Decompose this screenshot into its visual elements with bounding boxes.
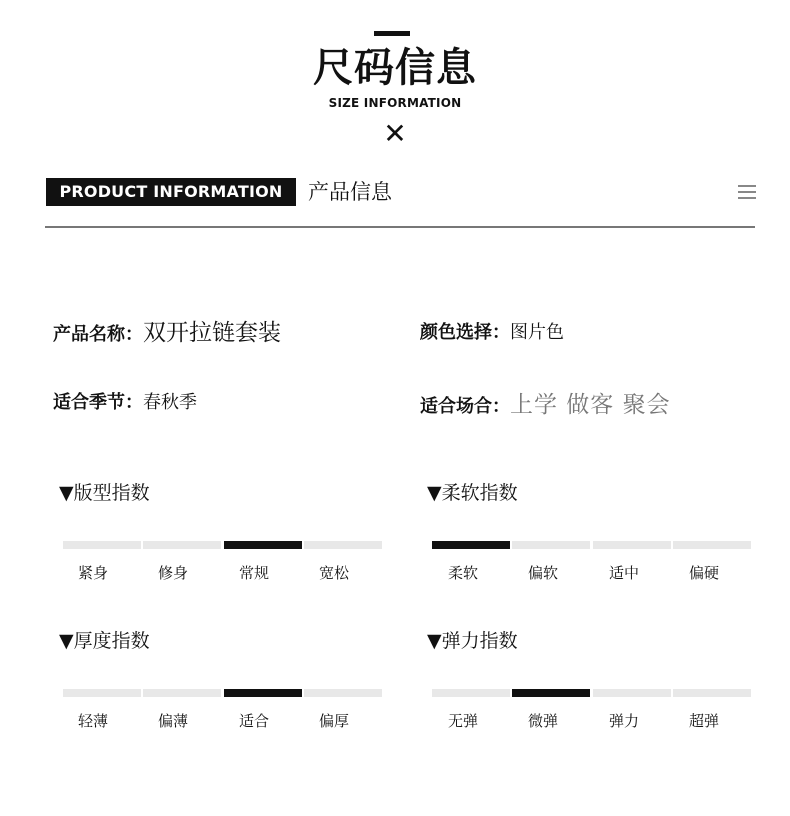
index-thickness-option: 轻薄 (77, 712, 108, 730)
index-fit-bar (63, 541, 141, 549)
field-product-name (53, 319, 281, 349)
field-occasion (420, 391, 671, 421)
page-subtitle: SIZE INFORMATION (328, 96, 462, 110)
index-fit-title: ▼版型指数 (59, 482, 150, 504)
field-occasion-value: 上学 做客 聚会 (510, 392, 671, 418)
index-thickness-bar (143, 689, 221, 697)
index-softness-option: 适中 (608, 564, 639, 582)
index-softness-option: 偏硬 (688, 564, 719, 582)
index-elasticity-bar (673, 689, 751, 697)
field-color-choice-value: 图片色 (510, 322, 564, 343)
index-elasticity-bar (512, 689, 590, 697)
section-divider (45, 226, 755, 228)
field-occasion-key: 适合场合： (420, 396, 510, 417)
index-thickness-option: 偏薄 (157, 712, 188, 730)
field-season (53, 389, 197, 417)
index-thickness-bars (63, 689, 383, 697)
field-color-choice-key: 颜色选择： (420, 322, 510, 343)
index-thickness-labels (54, 711, 374, 731)
cross-icon: ✕ (383, 117, 407, 150)
index-elasticity-option: 弹力 (608, 712, 639, 730)
index-thickness-bar (63, 689, 141, 697)
index-softness-labels (424, 563, 744, 583)
index-elasticity-bar (593, 689, 671, 697)
field-product-name-value: 双开拉链套装 (143, 320, 281, 346)
field-season-value: 春秋季 (143, 392, 197, 413)
field-season-key: 适合季节： (53, 392, 143, 413)
index-softness-bars (432, 541, 752, 549)
field-color-choice (420, 319, 564, 347)
index-softness-bar (432, 541, 510, 549)
index-elasticity-bar (432, 689, 510, 697)
index-elasticity-bars (432, 689, 752, 697)
index-elasticity-title: ▼弹力指数 (427, 630, 518, 652)
section-label-cn: 产品信息 (308, 180, 392, 204)
index-softness-option: 偏软 (527, 564, 558, 582)
index-elasticity-labels (424, 711, 744, 731)
index-softness-bar (673, 541, 751, 549)
index-fit-bar (304, 541, 382, 549)
index-fit-bars (63, 541, 383, 549)
field-product-name-key: 产品名称： (53, 324, 143, 345)
index-fit-bar (224, 541, 302, 549)
index-elasticity-option: 微弹 (527, 712, 558, 730)
index-fit-option: 常规 (238, 564, 269, 582)
index-fit-option: 修身 (157, 564, 188, 582)
index-thickness-option: 偏厚 (318, 712, 349, 730)
index-thickness-title: ▼厚度指数 (59, 630, 150, 652)
index-fit-option: 紧身 (77, 564, 108, 582)
index-thickness-bar (224, 689, 302, 697)
index-softness-option: 柔软 (447, 564, 478, 582)
index-softness-bar (512, 541, 590, 549)
index-elasticity-option: 超弹 (688, 712, 719, 730)
index-thickness-option: 适合 (238, 712, 269, 730)
section-label-en: PRODUCT INFORMATION (46, 178, 296, 206)
index-softness-title: ▼柔软指数 (427, 482, 518, 504)
menu-icon[interactable] (738, 183, 756, 200)
index-softness-bar (593, 541, 671, 549)
page-title: 尺码信息 (313, 45, 477, 91)
index-elasticity-option: 无弹 (447, 712, 478, 730)
top-dash-decoration (374, 31, 410, 36)
index-fit-option: 宽松 (318, 564, 349, 582)
index-thickness-bar (304, 689, 382, 697)
index-fit-bar (143, 541, 221, 549)
index-fit-labels (54, 563, 374, 583)
